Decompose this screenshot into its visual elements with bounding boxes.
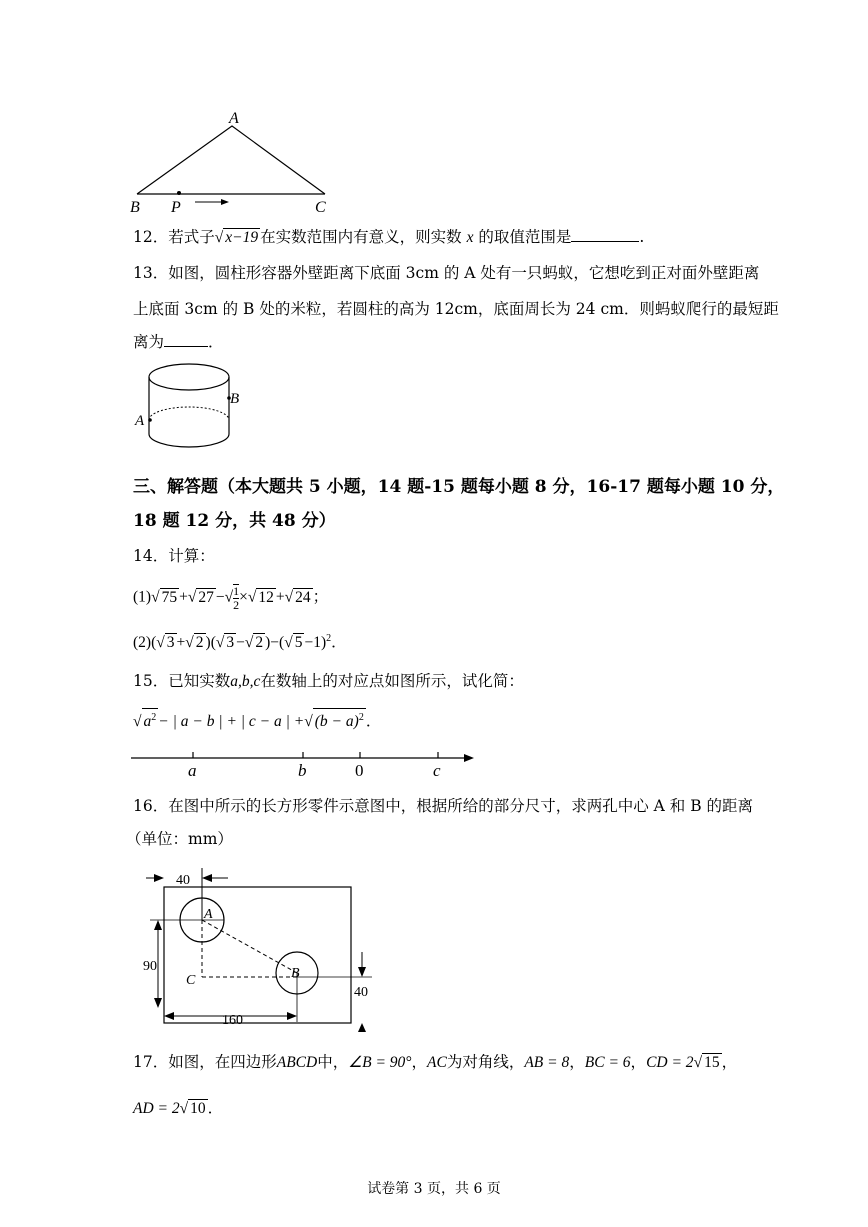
- q13-line-3: 离为 ．: [133, 333, 224, 351]
- dim-bottom: 160: [222, 1013, 243, 1028]
- section-3-heading-line-1: 三、解答题（本大题共 5 小题，14 题-15 题每小题 8 分，16-17 题每小题 10 分，: [133, 477, 785, 497]
- hole-label-a: A: [204, 907, 213, 922]
- dim-top: 40: [176, 873, 190, 888]
- q16-line-1: 16．在图中所示的长方形零件示意图中，根据所给的部分尺寸，求两孔中心 A 和 B 的距离: [133, 797, 754, 815]
- dim-left: 90: [143, 959, 157, 974]
- question-12: 12．若式子√ x−19 在实数范围内有意义，则实数 x 的取值范围是 .: [133, 228, 645, 246]
- point-label-c: C: [186, 973, 196, 988]
- q14-part-1: (1)√ 75 +√ 27 −√ $\frac{1}{2}$ ×√ 12 +√ 24 ；: [133, 584, 329, 612]
- cylinder-label-b: B: [230, 391, 240, 407]
- label-p: P: [171, 199, 181, 216]
- axis-label-c: c: [433, 761, 441, 780]
- rectangle-part-figure: [140, 864, 380, 1032]
- axis-label-b: b: [298, 761, 307, 780]
- cylinder-figure: [130, 355, 245, 455]
- point-p: [177, 191, 181, 195]
- axis-label-0: 0: [355, 761, 364, 780]
- q14-part-2: (2)(√ 3 +√ 2 )(√ 3 −√ 2 )−(√ 5 −1)$^2$．: [133, 633, 347, 652]
- cylinder-label-a: A: [135, 413, 145, 429]
- q15-expression: √ $a^2$ − | a − b | + | c − a | +√ $(b - a)^2$ ．: [133, 708, 381, 733]
- q16-line-2: （单位：mm）: [126, 830, 233, 848]
- triangle-sides: [137, 126, 325, 194]
- axis-label-a: a: [188, 761, 197, 780]
- label-c: C: [315, 199, 326, 216]
- page-footer: 试卷第 3 页，共 6 页: [367, 1181, 501, 1197]
- label-a: A: [229, 110, 239, 127]
- hole-label-b: B: [291, 966, 300, 981]
- q13-line-1: 13．如图，圆柱形容器外壁距离下底面 3cm 的 A 处有一只蚂蚁，它想吃到正对面外壁距离: [133, 264, 760, 282]
- q12-answer-blank: [571, 226, 639, 242]
- q14-title: 14．计算：: [133, 547, 215, 565]
- number-line: [128, 744, 478, 780]
- triangle-figure: [125, 105, 345, 217]
- q12-number: 12．: [133, 228, 169, 246]
- q13-line-2: 上底面 3cm 的 B 处的米粒，若圆柱的高为 12cm，底面周长为 24 cm．则蚂蚁爬行的最短距: [133, 300, 779, 318]
- q13-answer-blank: [164, 331, 208, 347]
- section-3-heading-line-2: 18 题 12 分，共 48 分）: [133, 511, 336, 531]
- dim-right: 40: [354, 985, 368, 1000]
- q17-line-1: 17．如图，在四边形ABCD中，∠B = 90°，AC为对角线，AB = 8，BC = 6，CD = 2√ 15 ，: [133, 1053, 738, 1071]
- q12-radicand: x−19: [225, 229, 259, 246]
- q17-line-2: AD = 2√ 10 ．: [133, 1099, 224, 1117]
- arrow-head: [221, 199, 229, 205]
- q15-title: 15．已知实数a,b,c在数轴上的对应点如图所示，试化简：: [133, 672, 524, 690]
- q12-text: 若式子: [168, 228, 215, 246]
- label-b: B: [130, 199, 140, 216]
